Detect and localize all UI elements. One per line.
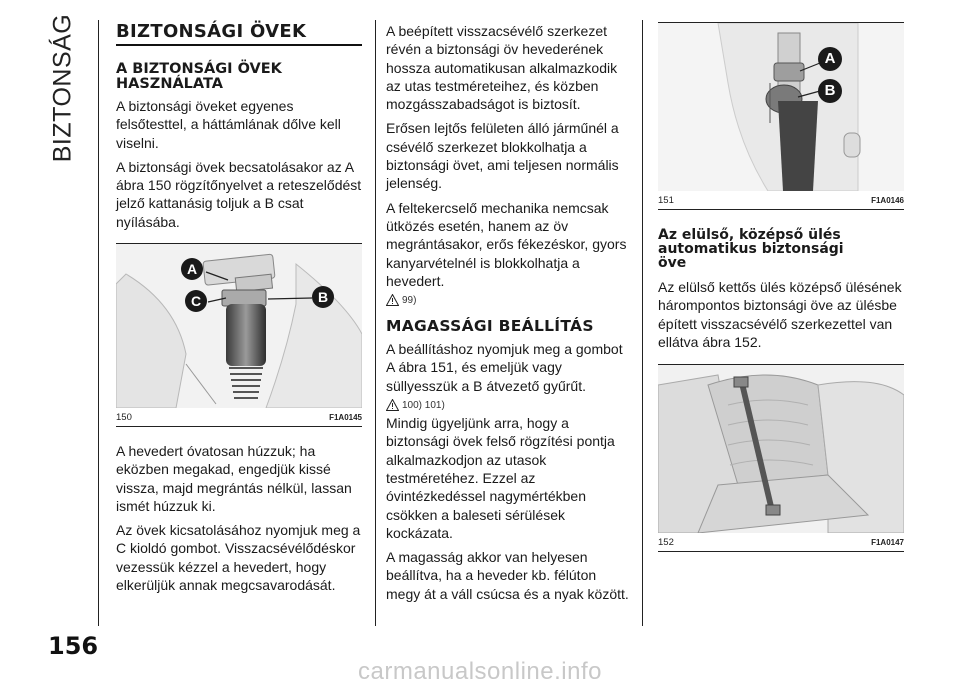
warning-reference (386, 399, 632, 411)
column-divider-middle (375, 20, 376, 626)
warning-triangle-icon (386, 294, 399, 306)
paragraph: A biztonsági öveket egyenes felsőtesttel, a háttámlának dőlve kell viselni. (116, 98, 341, 151)
figure-150-illustration (116, 244, 362, 408)
paragraph: Erősen lejtős felületen álló járműnél a csévélő szerkezet blokkolhatja a biztonsági övet, ami teljesen normális jelenség. (386, 120, 619, 192)
section-heading-height: MAGASSÁGI BEÁLLÍTÁS (386, 317, 594, 336)
paragraph: A biztonsági övek becsatolásakor az A ábra 150 rögzítőnyelvet a reteszelődést jelző kattanásig toljuk a B csat nyílásába. (116, 158, 362, 230)
section-title: BIZTONSÁGI ÖVEK (116, 21, 307, 42)
label-c-text: C (190, 293, 202, 309)
center-seat-belt-heading (658, 228, 904, 270)
subsection-title-line2: HASZNÁLATA (116, 76, 223, 92)
column-divider-left (98, 20, 99, 626)
column-3 (658, 228, 904, 351)
figure-152-number: 152 (658, 537, 674, 548)
label-b-text: B (824, 82, 836, 99)
watermark: carmanualsonline.info (358, 658, 602, 685)
column-1-lower (116, 442, 362, 594)
label-b-text: B (317, 289, 329, 305)
column-1 (116, 22, 362, 231)
figure-150 (116, 243, 362, 427)
page-number: 156 (48, 632, 99, 660)
label-a-text: A (824, 50, 836, 67)
warning-reference (386, 294, 632, 306)
figure-151-label-a (818, 47, 842, 71)
figure-152 (658, 364, 904, 552)
figure-152-code: F1A0147 (871, 538, 904, 547)
paragraph: A hevedert óvatosan húzzuk; ha eközben megakad, engedjük kissé vissza, majd megrántás nélkül, lassan ismét húzzuk ki. (116, 443, 352, 514)
figure-152-illustration (658, 365, 904, 533)
figure-150-label-a (181, 258, 203, 280)
paragraph: Mindig ügyeljünk arra, hogy a biztonsági övek felső rögzítési pontja alkalmazkodjon az utasok testméretéhez. Ezzel az óvintézkedéssel nagymértékben csökken a baleseti sérülések kockázata. (386, 415, 615, 541)
column-divider-right (642, 20, 643, 626)
figure-151-illustration (658, 23, 904, 191)
paragraph: A beépített visszacsévélő szerkezet révén a biztonsági öv hevederének hossza automatikusan alkalmazkodik az utas testméreteihez, és közben mozgásszabadságot is biztosít. (386, 23, 618, 113)
warning-triangle-icon (386, 399, 399, 411)
warning-reference-text: 100) 101) (402, 399, 445, 411)
figure-150-number: 150 (116, 412, 132, 423)
section-side-title (46, 13, 80, 163)
figure-151-code: F1A0146 (871, 196, 904, 205)
figure-150-label-b (312, 286, 334, 308)
title-underline (116, 44, 362, 46)
heading-line2: automatikus biztonsági (658, 241, 844, 257)
figure-151 (658, 22, 904, 210)
label-a-text: A (186, 261, 198, 277)
paragraph: Az elülső kettős ülés középső ülésének hárompontos biztonsági öve az ülésbe épített visszacsévélő szerkezettel van ellátva ábra 152. (658, 279, 902, 350)
side-title-text: BIZTONSÁG (48, 13, 77, 163)
figure-151-label-b (818, 79, 842, 103)
paragraph: A beállításhoz nyomjuk meg a gombot A ábra 151, és emeljük vagy süllyesszük a B átvezető gyűrűt. (386, 341, 623, 394)
subsection-title (116, 62, 362, 92)
warning-reference-text: 99) (402, 294, 417, 306)
figure-151-number: 151 (658, 195, 674, 206)
paragraph: A magasság akkor van helyesen beállítva, ha a heveder kb. félúton megy át a váll csúcsa és a nyak között. (386, 549, 629, 602)
subsection-title-line1: A BIZTONSÁGI ÖVEK (116, 61, 282, 77)
paragraph: Az övek kicsatolásához nyomjuk meg a C kioldó gombot. Visszacsévélődéskor vezessük kézzel a hevedert, hogy elkerüljük annak megcsavarodását. (116, 522, 361, 594)
heading-line1: Az elülső, középső ülés (658, 227, 841, 243)
paragraph: A feltekercselő mechanika nemcsak ütközés esetén, hanem az öv megrántásakor, erős fékezéskor, gyors kanyarvételnél is blokkolhatja a hevedert. (386, 199, 627, 289)
column-2 (386, 22, 632, 603)
heading-line3: öve (658, 255, 687, 271)
figure-150-code: F1A0145 (329, 413, 362, 422)
figure-150-label-c (185, 290, 207, 312)
